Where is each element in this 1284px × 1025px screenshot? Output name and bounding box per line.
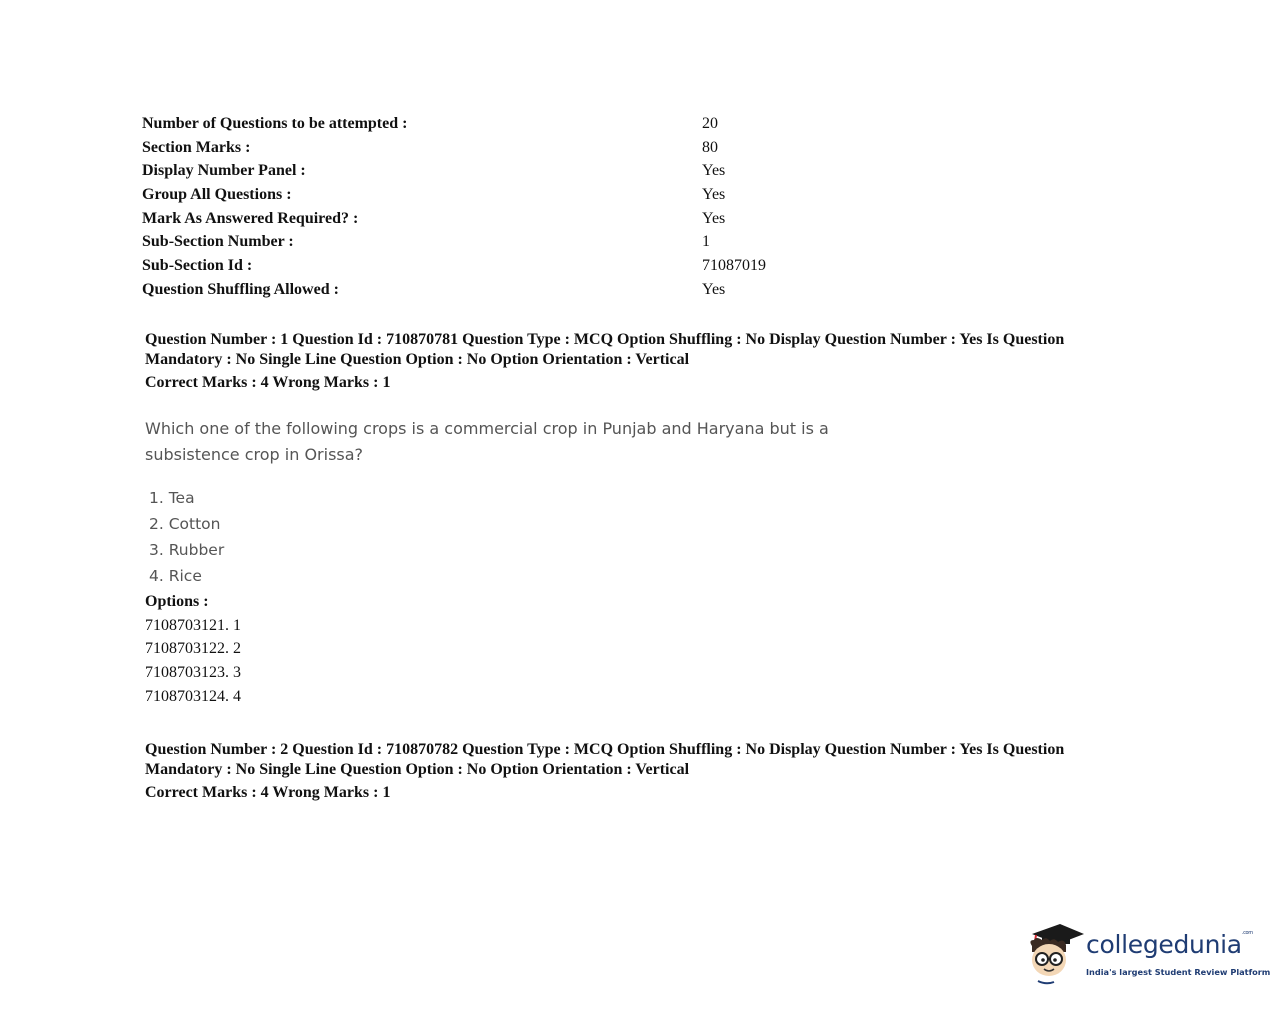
- info-label: Sub-Section Id :: [142, 257, 253, 275]
- question-1-text-line-2: subsistence crop in Orissa?: [145, 445, 364, 464]
- choice-item: 4. Rice: [149, 567, 202, 585]
- info-value: 20: [702, 115, 718, 132]
- question-1-text: [145, 416, 845, 468]
- info-row: [142, 230, 842, 254]
- option-id: 7108703123. 3: [145, 664, 241, 682]
- options-title: Options :: [145, 593, 209, 610]
- info-value: 80: [702, 138, 718, 156]
- info-value: Yes: [702, 162, 726, 180]
- info-label: Number of Questions to be attempted :: [142, 115, 408, 132]
- choice-item: 3. Rubber: [149, 541, 225, 559]
- mascot-graduate-icon: [1024, 918, 1086, 990]
- option-id: 7108703124. 4: [145, 687, 241, 705]
- collegedunia-logo: [1024, 918, 1271, 990]
- info-label: Group All Questions :: [142, 186, 292, 204]
- logo-suffix: .com: [1241, 930, 1253, 936]
- logo-name: collegedunia: [1086, 930, 1242, 959]
- info-label: Question Shuffling Allowed :: [142, 280, 339, 298]
- info-value: Yes: [702, 186, 726, 204]
- section-info-table: [142, 112, 842, 302]
- info-label: Mark As Answered Required? :: [142, 209, 359, 227]
- info-row: [142, 183, 842, 207]
- question-2-header-line-2: Mandatory : No Single Line Question Option : No Option Orientation : Vertical: [145, 761, 690, 778]
- info-row: [142, 254, 842, 278]
- info-label: Display Number Panel :: [142, 162, 306, 180]
- question-2-marks: Correct Marks : 4 Wrong Marks : 1: [145, 784, 391, 801]
- info-value: Yes: [702, 209, 726, 227]
- question-2-header: [145, 740, 1155, 803]
- logo-wordmark: [1086, 930, 1253, 959]
- choice-item: 2. Cotton: [149, 515, 221, 533]
- question-1-header-line-2: Mandatory : No Single Line Question Option : No Option Orientation : Vertical: [145, 351, 690, 368]
- info-label: Section Marks :: [142, 138, 251, 156]
- question-1-header-line-1: Question Number : 1 Question Id : 710870781 Question Type : MCQ Option Shuffling : No Display Question Number : Yes Is Question: [145, 331, 1065, 348]
- question-1-marks: Correct Marks : 4 Wrong Marks : 1: [145, 374, 391, 391]
- info-row: [142, 136, 842, 160]
- info-row: [142, 112, 842, 136]
- question-1-choices: [149, 485, 224, 589]
- question-1-header: [145, 330, 1155, 393]
- choice-item: 1. Tea: [149, 489, 195, 507]
- info-value: Yes: [702, 280, 726, 298]
- info-label: Sub-Section Number :: [142, 233, 294, 251]
- question-1-text-line-1: Which one of the following crops is a commercial crop in Punjab and Haryana but is a: [145, 419, 829, 438]
- info-value: 1: [702, 233, 710, 251]
- question-1-options: [145, 590, 241, 709]
- option-id: 7108703122. 2: [145, 640, 241, 658]
- info-row: [142, 159, 842, 183]
- info-row: [142, 278, 842, 302]
- info-value: 71087019: [702, 257, 766, 275]
- info-row: [142, 207, 842, 231]
- question-2-header-line-1: Question Number : 2 Question Id : 710870782 Question Type : MCQ Option Shuffling : No Display Question Number : Yes Is Question: [145, 741, 1065, 758]
- option-id: 7108703121. 1: [145, 616, 241, 634]
- logo-tagline: India's largest Student Review Platform: [1086, 967, 1271, 977]
